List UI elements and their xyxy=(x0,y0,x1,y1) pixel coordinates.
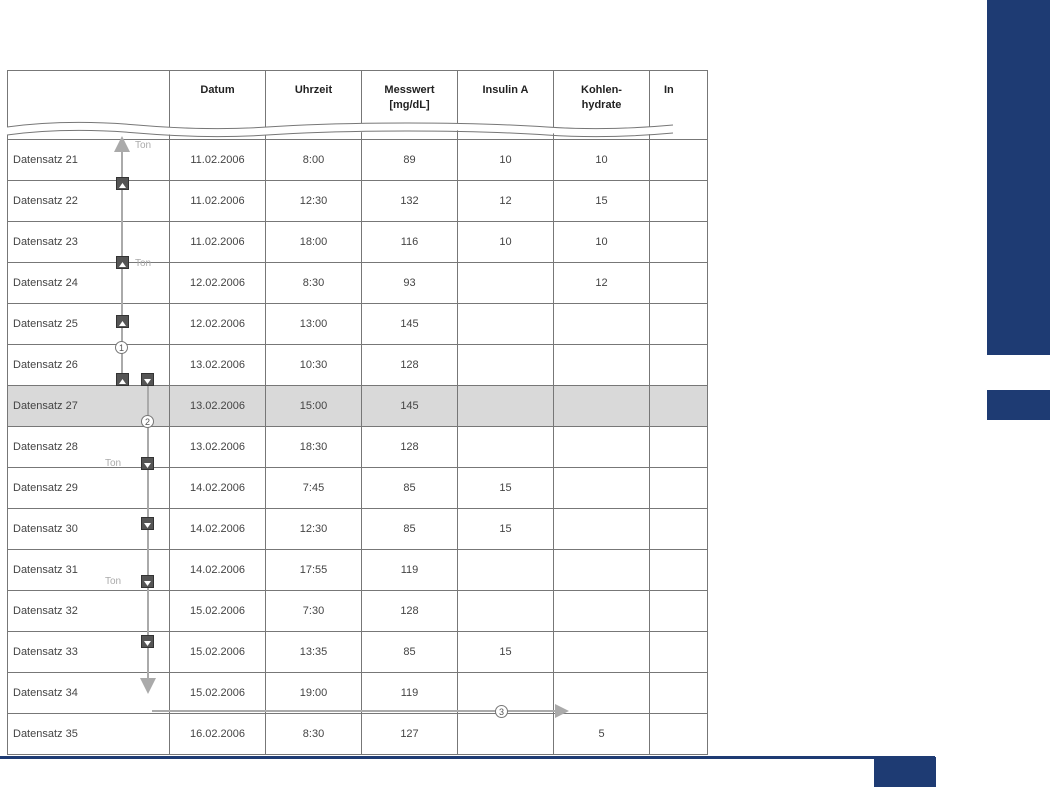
down-button-icon xyxy=(141,635,154,648)
time-cell: 19:00 xyxy=(266,673,362,714)
date-cell: 13.02.2006 xyxy=(170,386,266,427)
step-marker-2: 2 xyxy=(141,415,154,428)
insulin-a-cell: 15 xyxy=(458,632,554,673)
carbohydrates-cell: 12 xyxy=(554,263,650,304)
time-cell: 7:30 xyxy=(266,591,362,632)
glucose-value-cell: 119 xyxy=(362,550,458,591)
insulin-a-cell: 15 xyxy=(458,509,554,550)
down-button-icon xyxy=(141,457,154,470)
record-name-cell: Datensatz 30 xyxy=(8,509,170,550)
step-marker-3: 3 xyxy=(495,705,508,718)
insulin-a-cell: 10 xyxy=(458,140,554,181)
date-cell: 14.02.2006 xyxy=(170,550,266,591)
record-name-cell: Datensatz 35 xyxy=(8,714,170,755)
record-name-cell: Datensatz 25 xyxy=(8,304,170,345)
time-cell: 18:30 xyxy=(266,427,362,468)
glucose-value-cell: 145 xyxy=(362,386,458,427)
carbohydrates-cell: 5 xyxy=(554,714,650,755)
header-uhrzeit: Uhrzeit xyxy=(266,71,362,140)
insulin-a-cell: 10 xyxy=(458,222,554,263)
record-name-cell: Datensatz 28 xyxy=(8,427,170,468)
record-name-cell: Datensatz 34 xyxy=(8,673,170,714)
glucose-value-cell: 85 xyxy=(362,509,458,550)
date-cell: 15.02.2006 xyxy=(170,632,266,673)
record-name-cell: Datensatz 33 xyxy=(8,632,170,673)
time-cell: 7:45 xyxy=(266,468,362,509)
glucose-value-cell: 128 xyxy=(362,427,458,468)
date-cell: 12.02.2006 xyxy=(170,304,266,345)
time-cell: 13:00 xyxy=(266,304,362,345)
up-button-icon xyxy=(116,256,129,269)
date-cell: 14.02.2006 xyxy=(170,509,266,550)
record-name-cell: Datensatz 21 xyxy=(8,140,170,181)
carbohydrates-cell: 15 xyxy=(554,181,650,222)
ton-label: Ton xyxy=(105,576,122,587)
header-insulin-a: Insulin A xyxy=(458,71,554,140)
navigation-arrows xyxy=(7,70,673,722)
down-button-icon xyxy=(141,373,154,386)
glucose-value-cell: 128 xyxy=(362,591,458,632)
date-cell: 16.02.2006 xyxy=(170,714,266,755)
glucose-value-cell: 89 xyxy=(362,140,458,181)
date-cell: 11.02.2006 xyxy=(170,140,266,181)
glucose-value-cell: 132 xyxy=(362,181,458,222)
header-insulin-b-partial: In xyxy=(650,71,708,140)
date-cell: 14.02.2006 xyxy=(170,468,266,509)
glucose-value-cell: 93 xyxy=(362,263,458,304)
time-cell: 17:55 xyxy=(266,550,362,591)
time-cell: 8:00 xyxy=(266,140,362,181)
glucose-value-cell: 128 xyxy=(362,345,458,386)
ton-label: Ton xyxy=(135,140,152,151)
page-number-box xyxy=(874,757,936,787)
date-cell: 13.02.2006 xyxy=(170,427,266,468)
time-cell: 15:00 xyxy=(266,386,362,427)
ton-label: Ton xyxy=(135,258,152,269)
record-name-cell: Datensatz 29 xyxy=(8,468,170,509)
right-arrowhead xyxy=(555,704,569,718)
glucose-value-cell: 119 xyxy=(362,673,458,714)
step-marker-1: 1 xyxy=(115,341,128,354)
data-table-figure xyxy=(7,70,674,740)
glucose-value-cell: 145 xyxy=(362,304,458,345)
date-cell: 11.02.2006 xyxy=(170,181,266,222)
down-button-icon xyxy=(141,575,154,588)
down-button-icon xyxy=(141,517,154,530)
up-button-icon xyxy=(116,315,129,328)
down-arrowhead xyxy=(140,678,156,694)
insulin-a-cell: 15 xyxy=(458,468,554,509)
record-name-cell: Datensatz 31 xyxy=(8,550,170,591)
time-cell: 8:30 xyxy=(266,263,362,304)
up-button-icon xyxy=(116,177,129,190)
date-cell: 15.02.2006 xyxy=(170,673,266,714)
record-name-cell: Datensatz 22 xyxy=(8,181,170,222)
time-cell: 18:00 xyxy=(266,222,362,263)
date-cell: 11.02.2006 xyxy=(170,222,266,263)
section-tab-marker xyxy=(987,390,1050,420)
record-name-cell: Datensatz 27 xyxy=(8,386,170,427)
record-name-cell: Datensatz 32 xyxy=(8,591,170,632)
record-name-cell: Datensatz 26 xyxy=(8,345,170,386)
time-cell: 12:30 xyxy=(266,509,362,550)
insulin-a-cell: 12 xyxy=(458,181,554,222)
glucose-value-cell: 85 xyxy=(362,468,458,509)
date-cell: 15.02.2006 xyxy=(170,591,266,632)
header-kohlenhydrate: Kohlen- hydrate xyxy=(554,71,650,140)
up-arrowhead xyxy=(114,136,130,152)
date-cell: 12.02.2006 xyxy=(170,263,266,304)
record-name-cell: Datensatz 24 xyxy=(8,263,170,304)
carbohydrates-cell: 10 xyxy=(554,140,650,181)
time-cell: 8:30 xyxy=(266,714,362,755)
header-messwert: Messwert [mg/dL] xyxy=(362,71,458,140)
record-name-cell: Datensatz 23 xyxy=(8,222,170,263)
carbohydrates-cell: 10 xyxy=(554,222,650,263)
up-button-icon xyxy=(116,373,129,386)
glucose-value-cell: 85 xyxy=(362,632,458,673)
ton-label: Ton xyxy=(105,458,122,469)
glucose-value-cell: 116 xyxy=(362,222,458,263)
time-cell: 10:30 xyxy=(266,345,362,386)
time-cell: 12:30 xyxy=(266,181,362,222)
footer-rule xyxy=(0,756,935,759)
chapter-tab-marker xyxy=(987,0,1050,355)
glucose-value-cell: 127 xyxy=(362,714,458,755)
header-datum: Datum xyxy=(170,71,266,140)
time-cell: 13:35 xyxy=(266,632,362,673)
date-cell: 13.02.2006 xyxy=(170,345,266,386)
